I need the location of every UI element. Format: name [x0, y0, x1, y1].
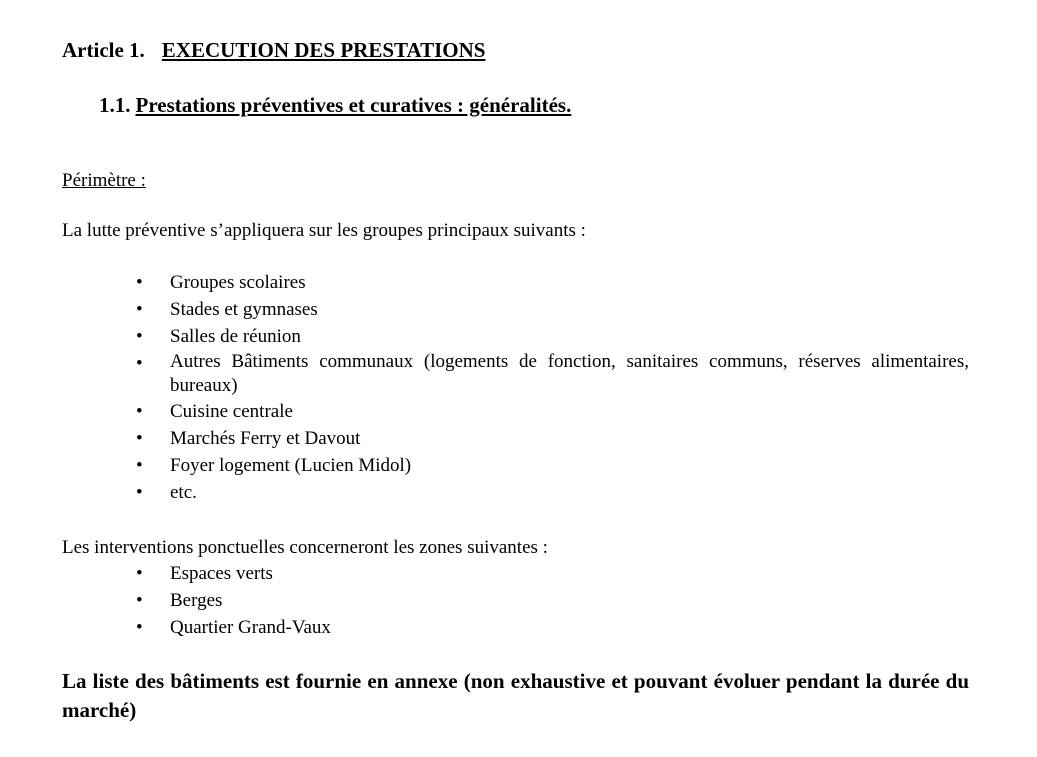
list-item: • Cuisine centrale — [136, 398, 969, 425]
perimetre-label: Périmètre : — [62, 170, 146, 191]
list-item: • Foyer logement (Lucien Midol) — [136, 452, 969, 479]
bullet-icon: • — [136, 401, 143, 422]
ponctuelles-intro: Les interventions ponctuelles concerneront les zones suivantes : — [62, 537, 548, 558]
list-item: • Stades et gymnases — [136, 296, 969, 323]
list-item: • Berges — [136, 587, 969, 614]
list-item: • Groupes scolaires — [136, 269, 969, 296]
bullet-icon: • — [136, 590, 143, 611]
list-item: • etc. — [136, 479, 969, 506]
bullet-icon: • — [136, 617, 143, 638]
article-heading — [62, 38, 485, 63]
final-note: La liste des bâtiments est fournie en annexe (non exhaustive et pouvant évoluer pendant la durée du marché) — [62, 669, 969, 722]
list-item: • Autres Bâtiments communaux (logements de fonction, sanitaires communs, réserves alimentaires, bureaux) — [136, 351, 969, 396]
bullet-icon: • — [136, 455, 143, 476]
bullet-icon: • — [136, 299, 143, 320]
bullet-icon: • — [136, 326, 143, 347]
bullet-icon: • — [136, 482, 143, 503]
ponctuelles-list — [136, 560, 969, 641]
bullet-icon: • — [136, 428, 143, 449]
bullet-icon: • — [136, 353, 143, 374]
section-title: Prestations préventives et curatives : généralités. — [135, 93, 572, 117]
article-number: Article 1. — [62, 38, 145, 62]
list-item: • Salles de réunion — [136, 323, 969, 350]
bullet-icon: • — [136, 272, 143, 293]
list-item: • Espaces verts — [136, 560, 969, 587]
section-number: 1.1. — [99, 93, 131, 117]
list-item: • Quartier Grand-Vaux — [136, 614, 969, 641]
list-item: • Marchés Ferry et Davout — [136, 425, 969, 452]
preventive-intro: La lutte préventive s’appliquera sur les groupes principaux suivants : — [62, 220, 586, 241]
bullet-icon: • — [136, 563, 143, 584]
section-heading — [99, 93, 571, 118]
article-title: EXECUTION DES PRESTATIONS — [161, 38, 486, 62]
preventive-list — [136, 269, 969, 506]
